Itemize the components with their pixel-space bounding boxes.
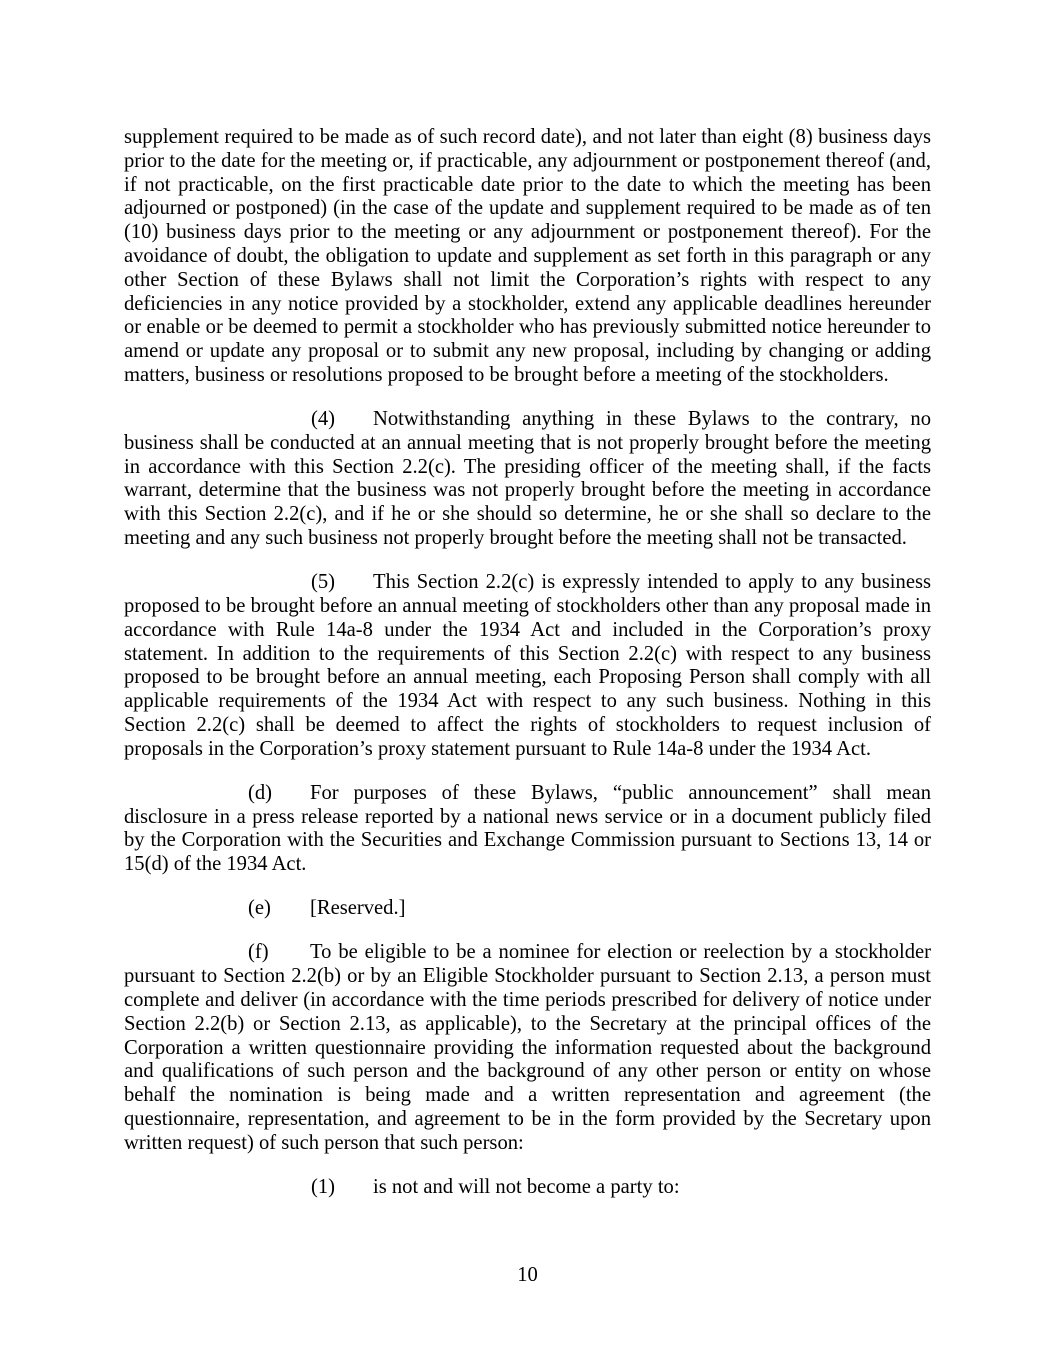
page-body bbox=[124, 126, 931, 1220]
paragraph-5 bbox=[124, 571, 931, 761]
paragraph-d bbox=[124, 782, 931, 877]
paragraph-4 bbox=[124, 408, 931, 551]
paragraph-f-1 bbox=[124, 1176, 931, 1200]
paragraph-label: (e) bbox=[248, 897, 271, 920]
paragraph-text: To be eligible to be a nominee for election or reelection by a stockholder pursuant to Section 2.2(b) or by an Eligible Stockholder pursuant to Section 2.13, a person must complete and deliver (in accordance with the time periods prescribed for delivery of notice under Section 2.2(b) or Section 2.13, as applicable), to the Secretary at the principal offices of the Corporation a written questionnaire providing the information requested about the background and qualifications of such person and the background of any other person or entity on whose behalf the nomination is being made and a written representation and agreement (the questionnaire, representation, and agreement to be in the form provided by the Secretary upon written request) of such person that such person: bbox=[124, 941, 931, 1154]
paragraph-label: (4) bbox=[311, 408, 336, 431]
page-number: 10 bbox=[517, 1264, 538, 1286]
paragraph-label: (1) bbox=[311, 1175, 336, 1198]
paragraph-label: (f) bbox=[248, 941, 269, 964]
paragraph-text: This Section 2.2(c) is expressly intended to apply to any business proposed to be brought before an annual meeting of stockholders other than any proposal made in accordance with Rule 14a-8 under the 1934 Act and included in the Corporation’s proxy statement. In addition to the requirements of this Section 2.2(c) with respect to any business proposed to be brought before an annual meeting, each Proposing Person shall comply with all applicable requirements of the 1934 Act with respect to any such business. Nothing in this Section 2.2(c) shall be deemed to affect the rights of stockholders to request inclusion of proposals in the Corporation’s proxy statement pursuant to Rule 14a-8 under the 1934 Act. bbox=[124, 571, 931, 760]
paragraph-text: Notwithstanding anything in these Bylaws to the contrary, no business shall be conducted at an annual meeting that is not properly brought before the meeting in accordance with this Section 2.2(c). The presiding officer of the meeting shall, if the facts warrant, determine that the business was not properly brought before the meeting in accordance with this Section 2.2(c), and if he or she should so determine, he or she shall so declare to the meeting and any such business not properly brought before the meeting shall not be transacted. bbox=[124, 408, 931, 550]
paragraph-text: [Reserved.] bbox=[310, 897, 406, 920]
paragraph-e bbox=[124, 897, 931, 921]
paragraph-text: For purposes of these Bylaws, “public announcement” shall mean disclosure in a press release reported by a national news service or in a document publicly filed by the Corporation with the Securities and Exchange Commission pursuant to Sections 13, 14 or 15(d) of the 1934 Act. bbox=[124, 781, 931, 876]
paragraph-continuation bbox=[124, 126, 931, 388]
paragraph-label: (d) bbox=[248, 781, 273, 804]
paragraph-text: is not and will not become a party to: bbox=[373, 1175, 680, 1198]
paragraph-f bbox=[124, 941, 931, 1155]
paragraph-text: supplement required to be made as of such record date), and not later than eight (8) business days prior to the date for the meeting or, if practicable, any adjournment or postponement thereof (and, if not practicable, on the first practicable date prior to the date to which the meeting has been adjourned or postponed) (in the case of the update and supplement required to be made as of ten (10) business days prior to the meeting or any adjournment or postponement thereof). For the avoidance of doubt, the obligation to update and supplement as set forth in this paragraph or any other Section of these Bylaws shall not limit the Corporation’s rights with respect to any deficiencies in any notice provided by a stockholder, extend any applicable deadlines hereunder or enable or be deemed to permit a stockholder who has previously submitted notice hereunder to amend or update any proposal or to submit any new proposal, including by changing or adding matters, business or resolutions proposed to be brought before a meeting of the stockholders. bbox=[124, 126, 931, 386]
paragraph-label: (5) bbox=[311, 571, 336, 594]
